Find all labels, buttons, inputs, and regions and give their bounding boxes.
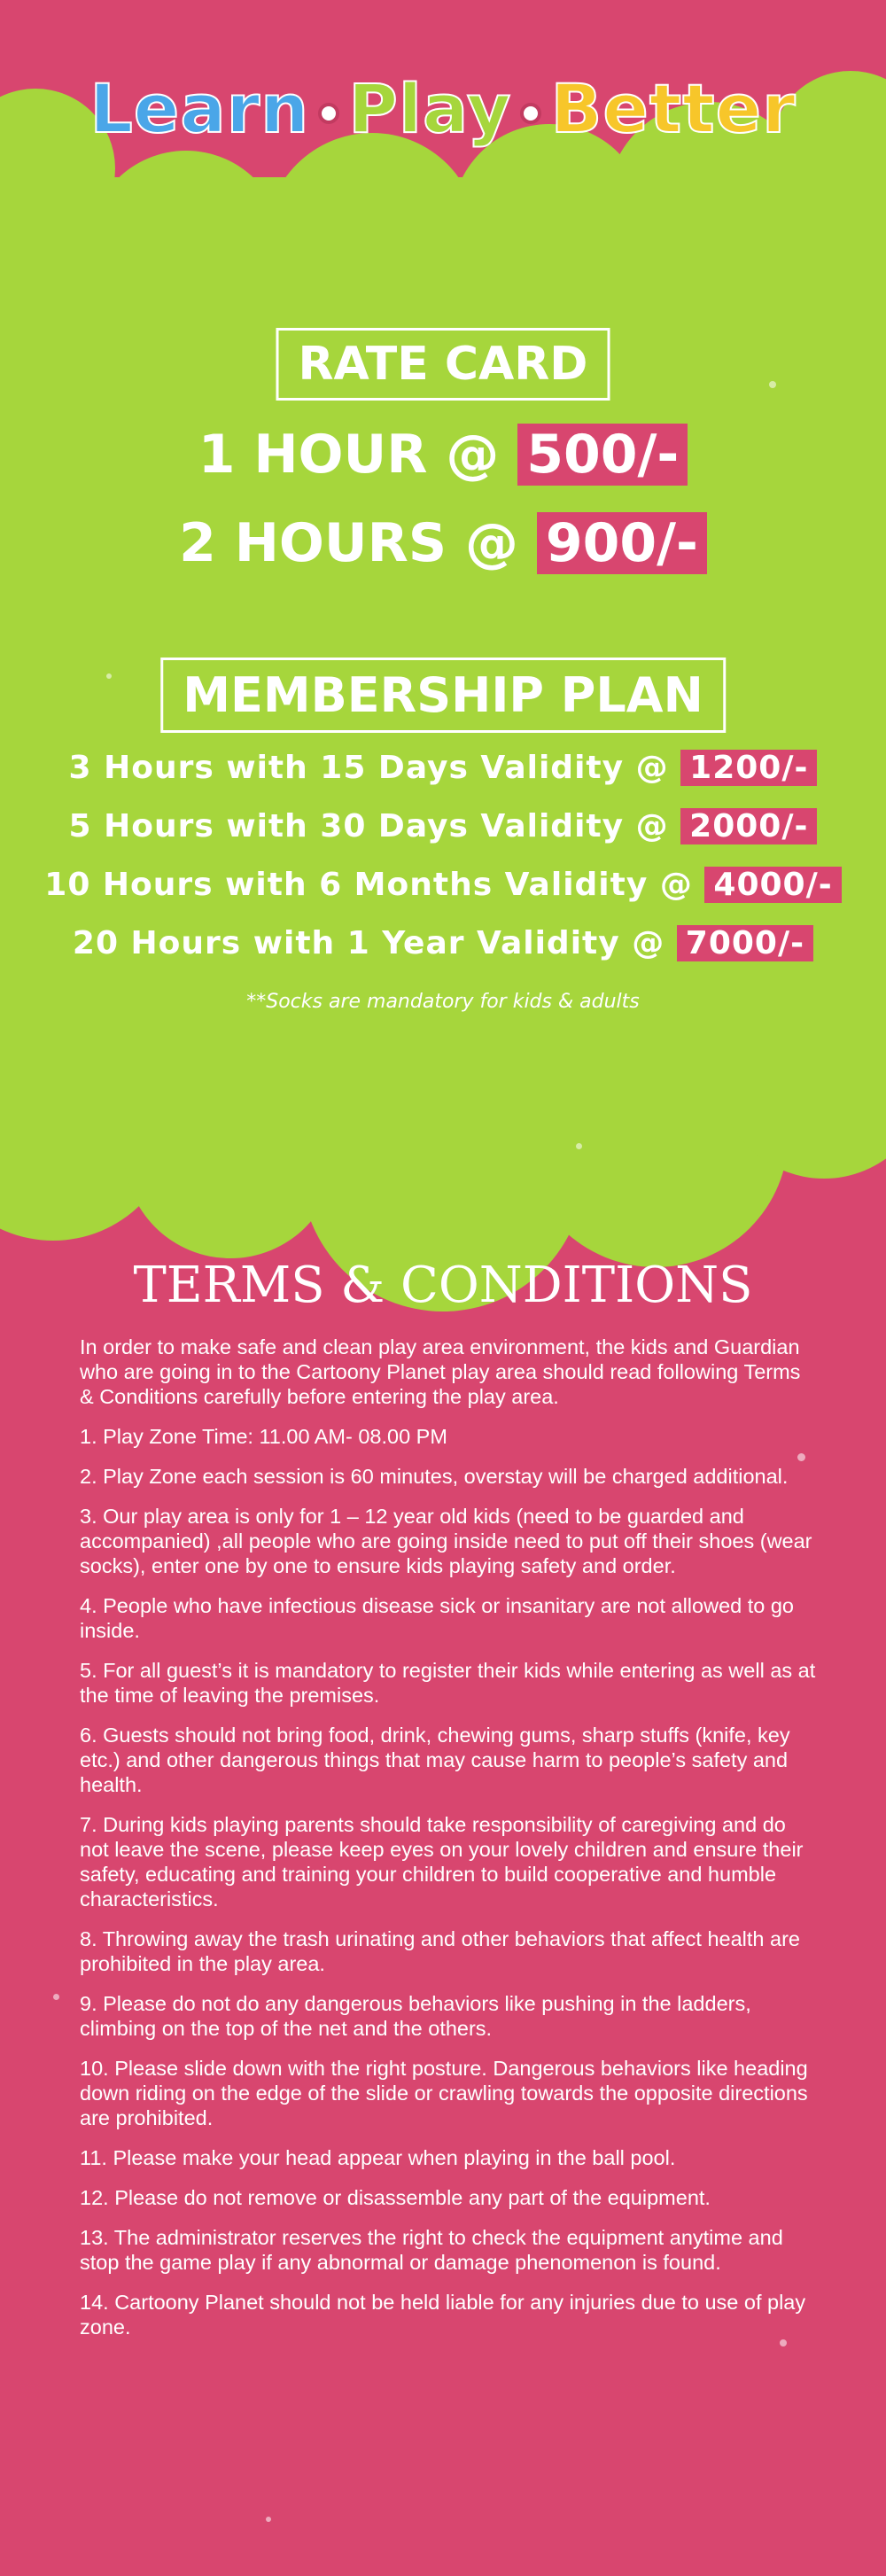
terms-item: 11. Please make your head appear when playing in the ball pool. [80,2146,676,2169]
logo-word-play: Play [348,69,512,148]
rate-line-1 [0,424,886,486]
terms-item: 2. Play Zone each session is 60 minutes, overstay will be charged additional. [80,1465,789,1488]
plan-price: 2000/- [680,808,817,844]
terms-item: 12. Please do not remove or disassemble any part of the equipment. [80,2186,711,2209]
terms-title: TERMS & CONDITIONS [133,1257,753,1314]
membership-plan-1 [0,750,886,786]
learn-play-better-logo [0,69,886,148]
plan-price: 7000/- [677,925,813,961]
plan-label: 10 Hours with 6 Months Validity @ [44,867,705,903]
terms-intro: In order to make safe and clean play area environment, the kids and Guardian who are going in to the Cartoony Planet play area should read following Terms & Conditions carefully before entering the play area. [80,1335,801,1408]
plan-label: 20 Hours with 1 Year Validity @ [72,925,677,961]
rate-line-price: 500/- [517,424,688,486]
terms-body [80,1335,817,2354]
membership-plan-2 [0,808,886,844]
logo-dot [318,103,339,124]
terms-item: 7. During kids playing parents should take responsibility of caregiving and do not leave the scene, please keep eyes on your lovely children and ensure their safety, educating and training your children to build cooperative and humble characteristics. [80,1813,804,1911]
rate-line-price: 900/- [537,512,707,574]
logo-word-learn: Learn [89,69,310,148]
plan-label: 5 Hours with 30 Days Validity @ [68,808,681,844]
rate-line-label: 2 HOURS @ [179,512,537,574]
membership-plan-4 [0,925,886,961]
logo-word-better: Better [550,69,797,148]
terms-item: 10. Please slide down with the right posture. Dangerous behaviors like heading down riding on the edge of the slide or crawling towards the opposite directions are prohibited. [80,2057,808,2129]
terms-item: 8. Throwing away the trash urinating and other behaviors that affect health are prohibited in the play area. [80,1927,800,1975]
rate-card-title: RATE CARD [276,328,610,401]
decorative-speck [780,2339,787,2346]
socks-note: **Socks are mandatory for kids & adults [246,991,640,1013]
decorative-speck [266,2517,271,2522]
plan-price: 1200/- [680,750,817,786]
membership-plan-3 [0,867,886,903]
decorative-speck [106,673,112,679]
terms-item: 9. Please do not do any dangerous behaviors like pushing in the ladders, climbing on the top of the net and the others. [80,1992,751,2040]
plan-label: 3 Hours with 15 Days Validity @ [68,750,681,786]
terms-item: 1. Play Zone Time: 11.00 AM- 08.00 PM [80,1425,447,1448]
logo-dot [520,103,541,124]
terms-item: 5. For all guest’s it is mandatory to register their kids while entering as well as at the time of leaving the premises. [80,1659,816,1707]
terms-item: 3. Our play area is only for 1 – 12 year old kids (need to be guarded and accompanied) ,all people who are going inside need to put off their shoes (wear socks), enter one by one to ensure kids playing safety and order. [80,1505,812,1577]
decorative-speck [797,1453,805,1461]
terms-item: 14. Cartoony Planet should not be held liable for any injuries due to use of play zone. [80,2291,806,2339]
terms-item: 4. People who have infectious disease sick or insanitary are not allowed to go inside. [80,1594,794,1642]
rate-line-2 [0,512,886,574]
rate-line-label: 1 HOUR @ [198,424,518,486]
decorative-speck [769,381,776,388]
terms-item: 6. Guests should not bring food, drink, chewing gums, sharp stuffs (knife, key etc.) and other dangerous things that may cause harm to people’s safety and health. [80,1724,790,1796]
terms-item: 13. The administrator reserves the right to check the equipment anytime and stop the game play if any abnormal or damage phenomenon is found. [80,2226,783,2274]
membership-plan-title: MEMBERSHIP PLAN [160,658,726,733]
plan-price: 4000/- [704,867,841,903]
decorative-speck [576,1143,582,1149]
decorative-speck [53,1994,59,2000]
